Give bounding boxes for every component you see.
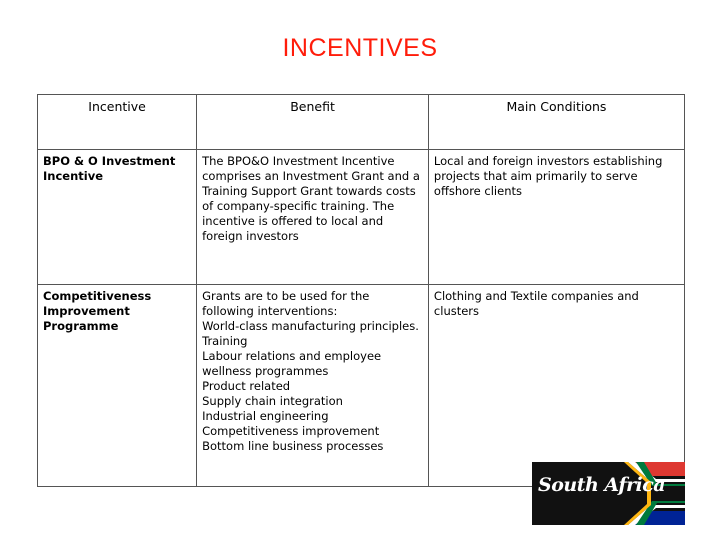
- incentive-name-cell: BPO & O Investment Incentive: [38, 150, 197, 285]
- column-header-main-conditions: Main Conditions: [428, 95, 684, 150]
- main-conditions-cell: Local and foreign investors establishing projects that aim primarily to serve offshore clients: [428, 150, 684, 285]
- benefit-cell: The BPO&O Investment Incentive comprises an Investment Grant and a Training Support Grant towards costs of company-specific training. The incentive is offered to local and foreign investors: [197, 150, 429, 285]
- page-title: INCENTIVES: [282, 34, 438, 62]
- benefit-line: Labour relations and employee wellness programmes: [202, 349, 382, 378]
- incentive-name-cell: Competitiveness Improvement Programme: [38, 285, 197, 487]
- main-conditions-cell: Clothing and Textile companies and clusters: [428, 285, 684, 487]
- benefit-line: Product related: [202, 379, 291, 393]
- benefit-line: Training: [202, 334, 248, 348]
- benefit-line: Supply chain integration: [202, 394, 343, 408]
- benefit-line: Competitiveness improvement: [202, 424, 380, 438]
- benefit-line: Bottom line business processes: [202, 439, 384, 453]
- benefit-line: Grants are to be used for the following interventions:: [202, 289, 370, 318]
- benefit-line: World-class manufacturing principles.: [202, 319, 419, 333]
- incentives-table: [37, 94, 685, 487]
- table-row: [38, 285, 685, 487]
- logo-text: South Africa: [538, 474, 666, 496]
- south-africa-logo: [532, 462, 685, 525]
- benefit-cell: [197, 285, 429, 487]
- column-header-benefit: Benefit: [197, 95, 429, 150]
- table-header-row: [38, 95, 685, 150]
- benefit-line: Industrial engineering: [202, 409, 329, 423]
- table-row: [38, 150, 685, 285]
- column-header-incentive: Incentive: [38, 95, 197, 150]
